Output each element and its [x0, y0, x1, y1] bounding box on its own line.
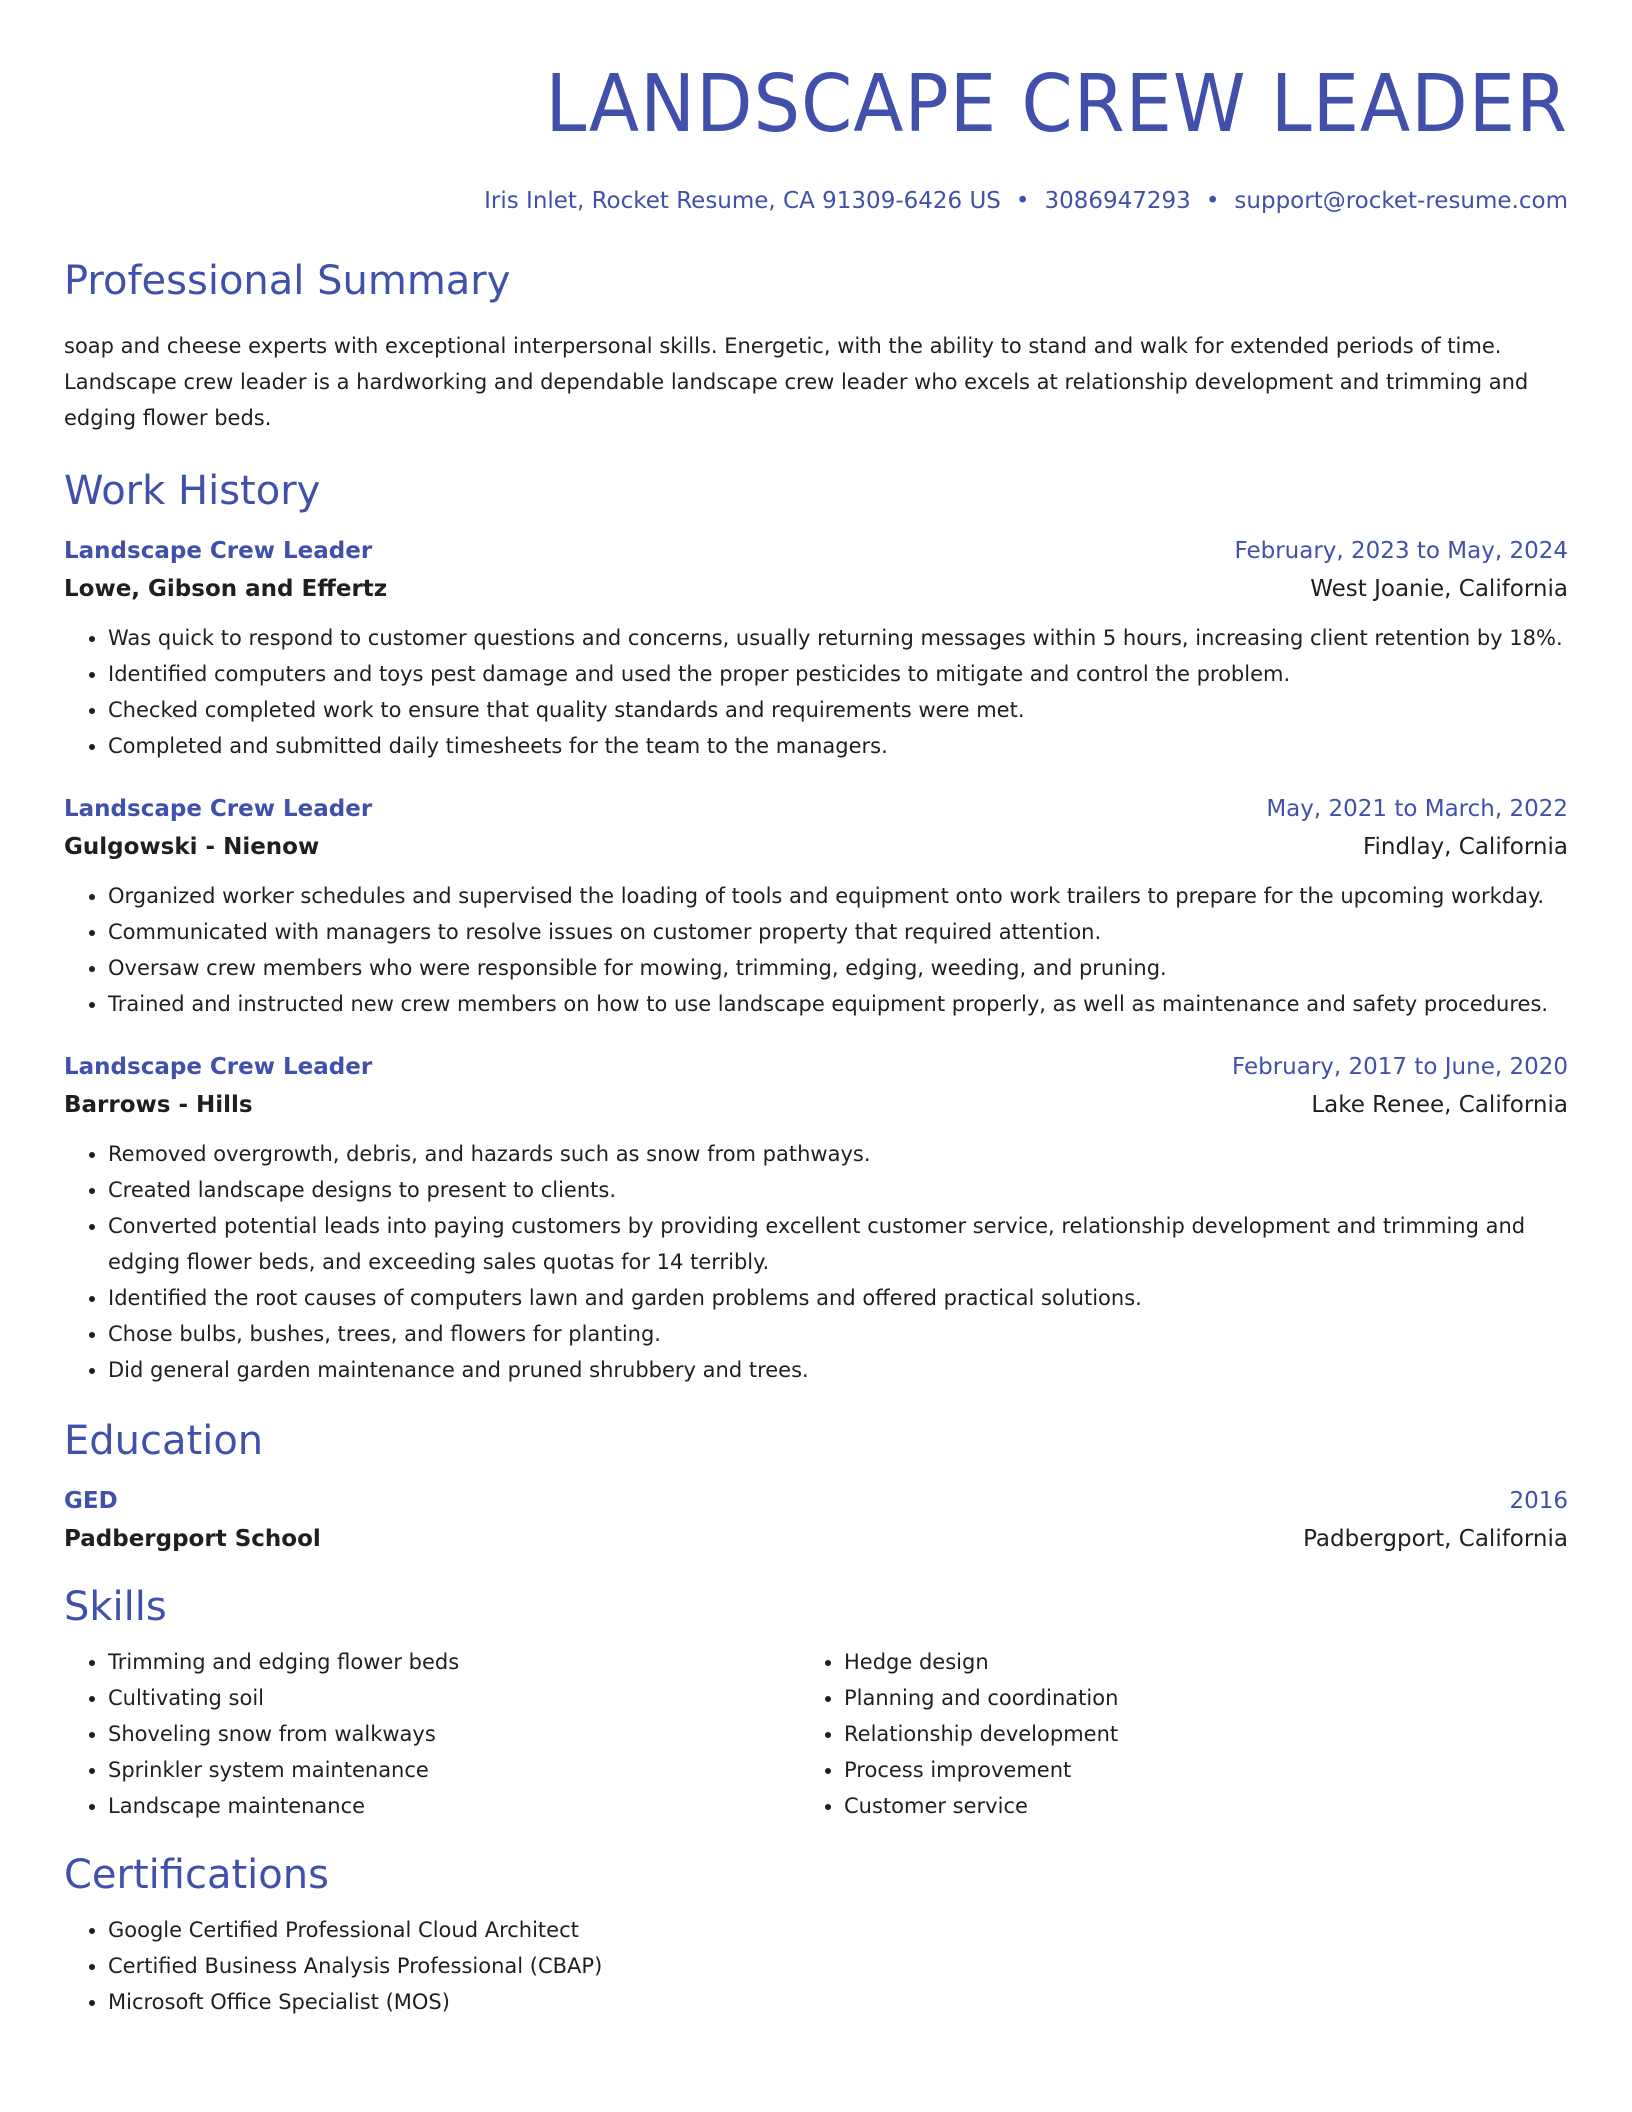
skills-list-left: [64, 1644, 800, 1824]
job-location: West Joanie, California: [1310, 576, 1568, 602]
job-duty: • Did general garden maintenance and pruned shrubbery and trees.: [108, 1352, 1568, 1388]
contact-email: support@rocket-resume.com: [1234, 188, 1568, 214]
job-location: Lake Renee, California: [1311, 1092, 1568, 1118]
certifications-heading: Certifications: [64, 1852, 329, 1898]
job-duty: • Was quick to respond to customer questions and concerns, usually returning messages within 5 hours, increasing client retention by 18%.: [108, 620, 1568, 656]
skill-item: • Relationship development: [844, 1716, 1536, 1752]
job-duty: • Oversaw crew members who were responsible for mowing, trimming, edging, weeding, and pruning.: [108, 950, 1568, 986]
job-company: Gulgowski - Nienow: [64, 834, 320, 860]
certification-item: • Google Certified Professional Cloud Architect: [108, 1912, 1568, 1948]
contact-separator: •: [1015, 188, 1030, 214]
work-history-heading: Work History: [64, 468, 321, 514]
job-role: Landscape Crew Leader: [64, 538, 373, 564]
job-duty: • Converted potential leads into paying customers by providing excellent customer service, relationship development and trimming and edging flower beds, and exceeding sales quotas for 14 terribly.: [108, 1208, 1568, 1280]
skills-columns: [64, 1644, 1568, 1824]
education-location: Padbergport, California: [1303, 1526, 1568, 1552]
job-location: Findlay, California: [1362, 834, 1568, 860]
skill-item: • Shoveling snow from walkways: [108, 1716, 800, 1752]
skill-item: • Hedge design: [844, 1644, 1536, 1680]
job-duty: • Organized worker schedules and supervised the loading of tools and equipment onto work trailers to prepare for the upcoming workday.: [108, 878, 1568, 914]
certifications-list: [64, 1912, 1568, 2020]
skill-item: • Customer service: [844, 1788, 1536, 1824]
job-company: Lowe, Gibson and Effertz: [64, 576, 388, 602]
job-entry: [64, 1048, 1568, 1388]
job-dates: February, 2017 to June, 2020: [1231, 1054, 1568, 1080]
job-duty: • Created landscape designs to present to clients.: [108, 1172, 1568, 1208]
skill-item: • Planning and coordination: [844, 1680, 1536, 1716]
job-duty: • Trained and instructed new crew members on how to use landscape equipment properly, as well as maintenance and safety procedures.: [108, 986, 1568, 1022]
certification-item: • Microsoft Office Specialist (MOS): [108, 1984, 1568, 2020]
job-entry: [64, 790, 1568, 1022]
skill-item: • Cultivating soil: [108, 1680, 800, 1716]
job-duty: • Chose bulbs, bushes, trees, and flowers for planting.: [108, 1316, 1568, 1352]
job-duties: [64, 620, 1568, 764]
job-duties: [64, 878, 1568, 1022]
education-heading: Education: [64, 1418, 264, 1464]
resume-header: [64, 56, 1568, 216]
job-role: Landscape Crew Leader: [64, 796, 373, 822]
certification-item: • Certified Business Analysis Professional (CBAP): [108, 1948, 1568, 1984]
candidate-title: LANDSCAPE CREW LEADER: [545, 58, 1568, 150]
summary-heading: Professional Summary: [64, 258, 511, 304]
skills-list-right: [800, 1644, 1536, 1824]
summary-text: soap and cheese experts with exceptional interpersonal skills. Energetic, with the ability to stand and walk for extended periods of time. Landscape crew leader is a hardworking and dependable landscape crew leader who excels at relationship development and trimming and edging flower beds.: [64, 334, 1529, 430]
skill-item: • Sprinkler system maintenance: [108, 1752, 800, 1788]
job-dates: February, 2023 to May, 2024: [1234, 538, 1568, 564]
job-role: Landscape Crew Leader: [64, 1054, 373, 1080]
job-duty: • Completed and submitted daily timesheets for the team to the managers.: [108, 728, 1568, 764]
job-duty: • Checked completed work to ensure that quality standards and requirements were met.: [108, 692, 1568, 728]
job-dates: May, 2021 to March, 2022: [1266, 796, 1568, 822]
education-degree: GED: [64, 1488, 118, 1514]
contact-line: [64, 186, 1568, 216]
job-company: Barrows - Hills: [64, 1092, 253, 1118]
skill-item: • Process improvement: [844, 1752, 1536, 1788]
skills-heading: Skills: [64, 1584, 167, 1630]
job-duties: [64, 1136, 1568, 1388]
contact-phone: 3086947293: [1044, 188, 1191, 214]
skill-item: • Trimming and edging flower beds: [108, 1644, 800, 1680]
contact-address: Iris Inlet, Rocket Resume, CA 91309-6426 US: [484, 188, 1001, 214]
education-entry: [64, 1482, 1568, 1558]
job-duty: • Removed overgrowth, debris, and hazards such as snow from pathways.: [108, 1136, 1568, 1172]
job-entry: [64, 532, 1568, 764]
education-year: 2016: [1509, 1488, 1568, 1514]
job-duty: • Identified computers and toys pest damage and used the proper pesticides to mitigate and control the problem.: [108, 656, 1568, 692]
job-duty: • Communicated with managers to resolve issues on customer property that required attention.: [108, 914, 1568, 950]
education-school: Padbergport School: [64, 1526, 321, 1552]
contact-separator: •: [1205, 188, 1220, 214]
skill-item: • Landscape maintenance: [108, 1788, 800, 1824]
job-duty: • Identified the root causes of computers lawn and garden problems and offered practical solutions.: [108, 1280, 1568, 1316]
